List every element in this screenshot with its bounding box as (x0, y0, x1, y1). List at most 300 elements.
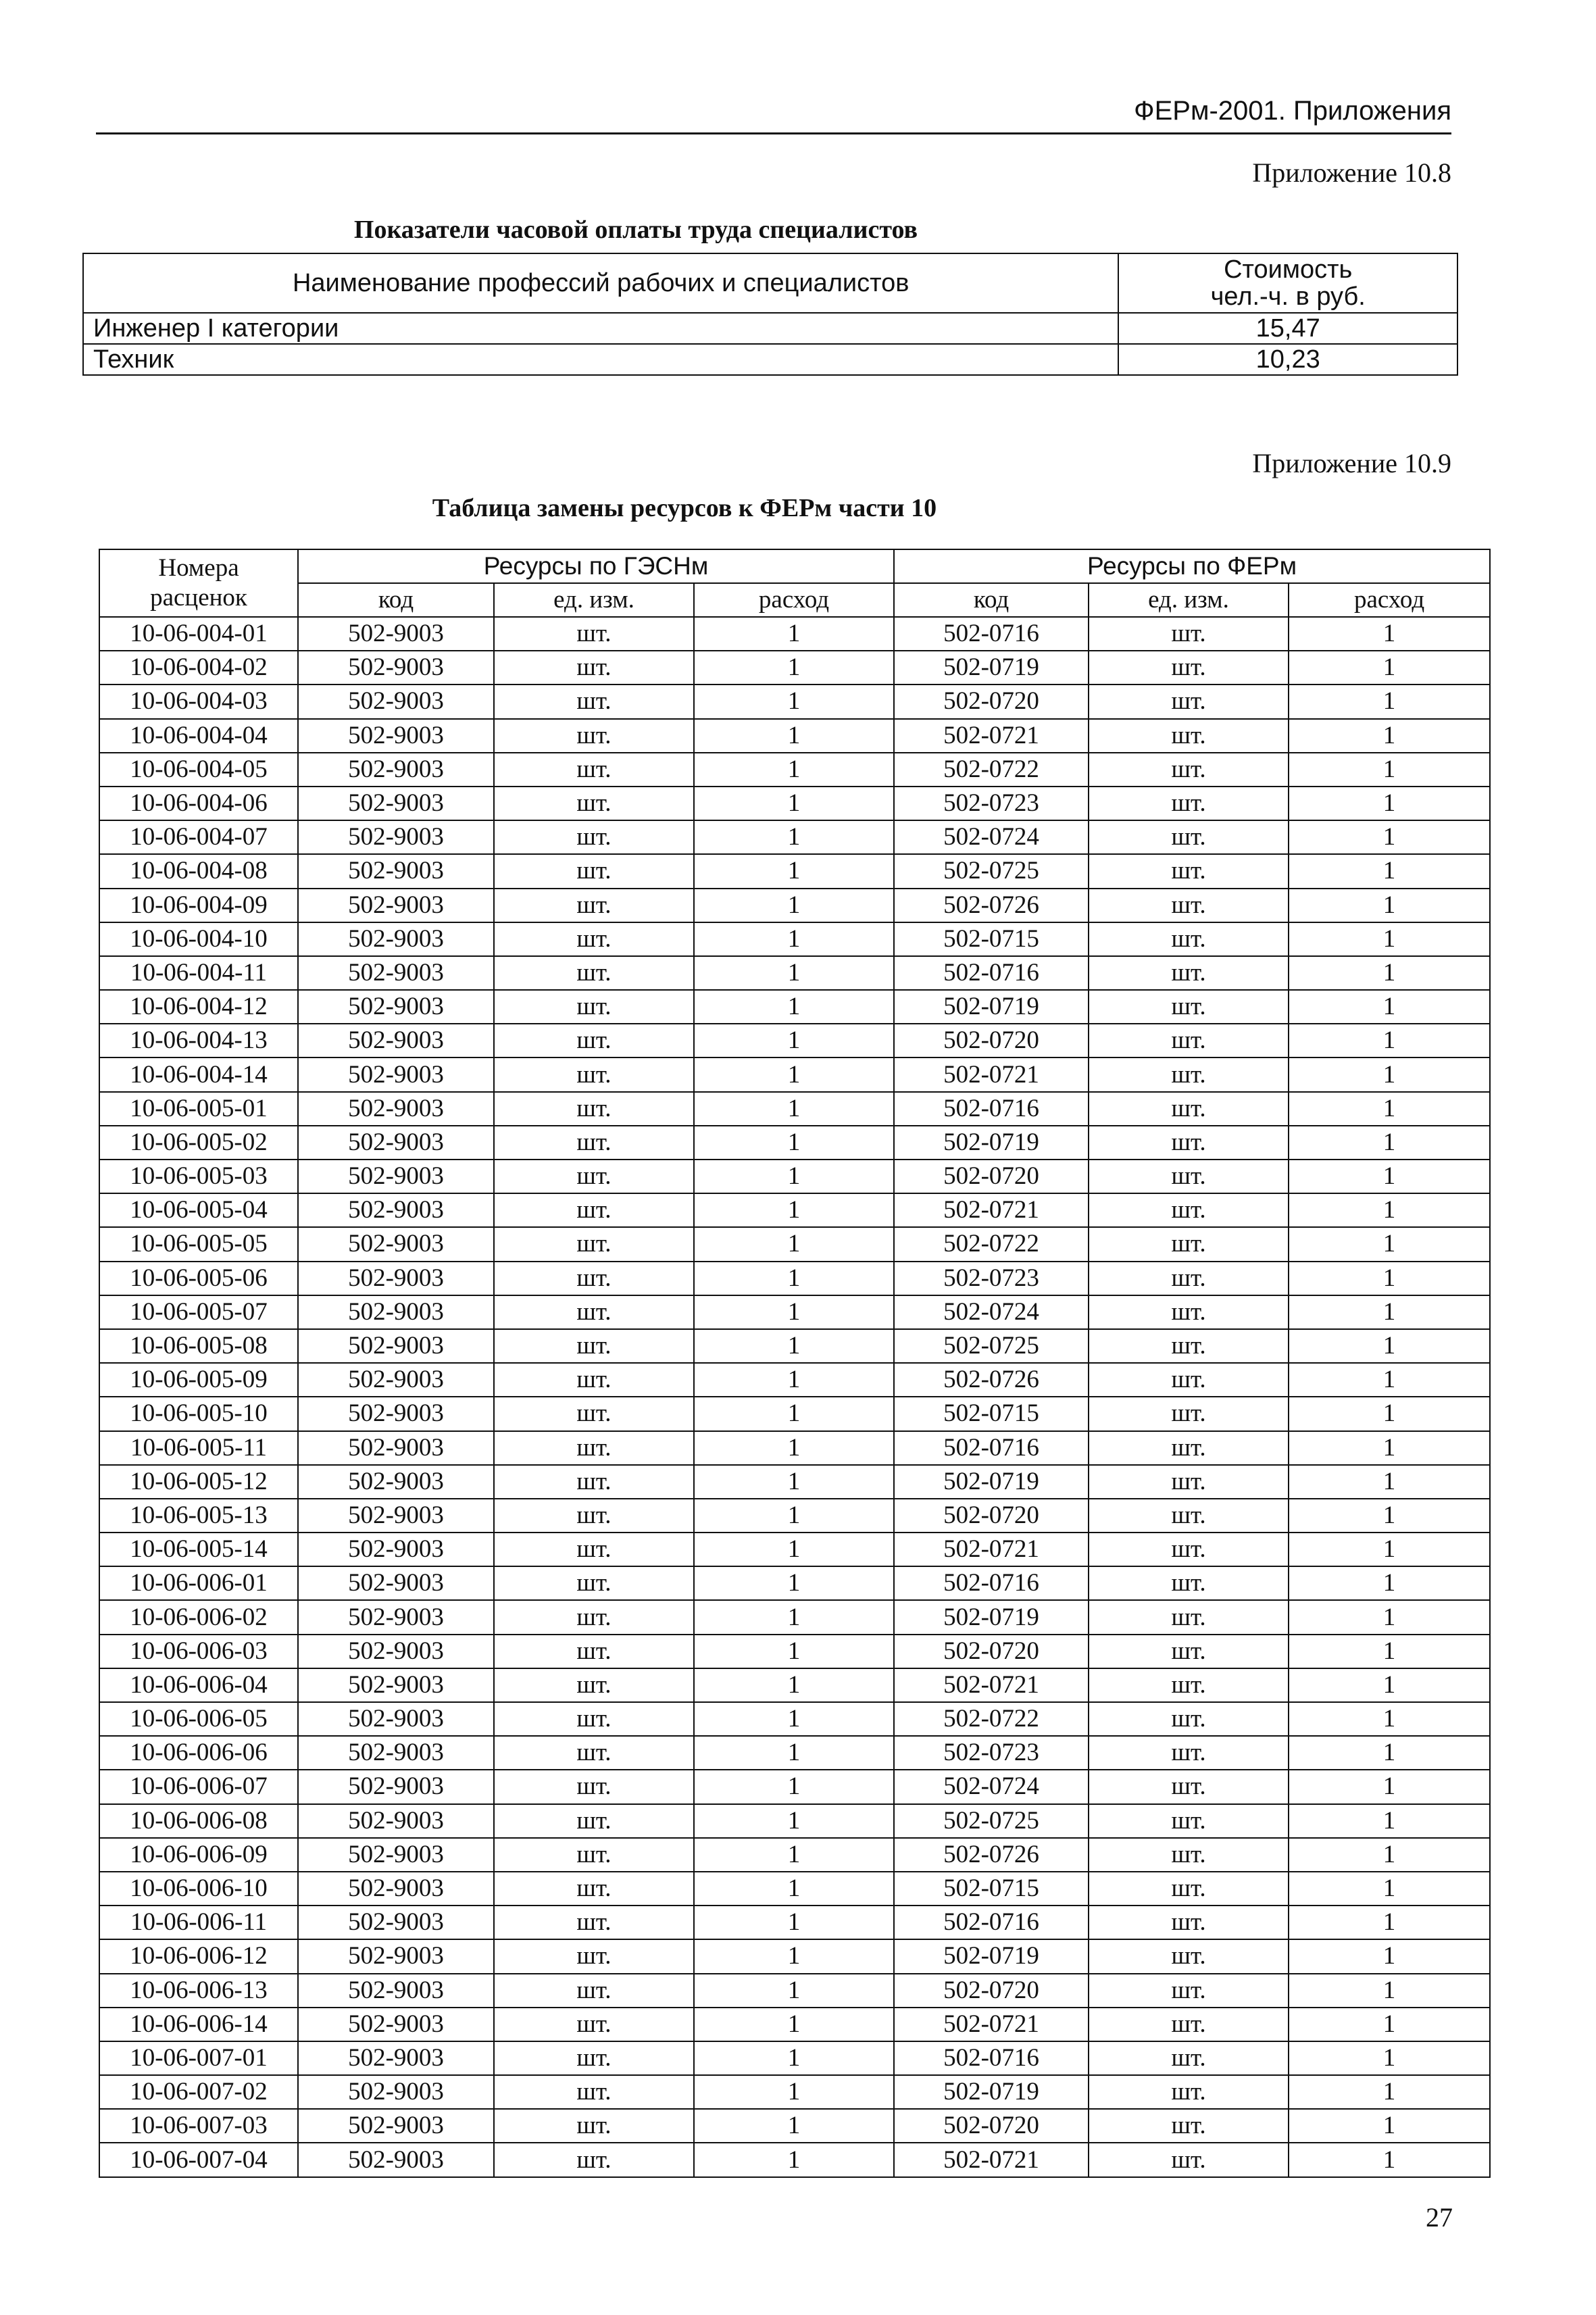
gesn-rate-cell: 1 (694, 1974, 894, 2008)
ferm-unit-cell: шт. (1089, 1600, 1289, 1634)
header-ferm-rate: расход (1289, 583, 1490, 617)
ferm-code-cell: 502-0724 (894, 1770, 1089, 1803)
gesn-code-cell: 502-9003 (298, 922, 494, 956)
rate-number-cell: 10-06-005-04 (99, 1193, 298, 1227)
gesn-unit-cell: шт. (494, 1363, 694, 1397)
ferm-unit-cell: шт. (1089, 1126, 1289, 1160)
ferm-code-cell: 502-0723 (894, 787, 1089, 820)
gesn-unit-cell: шт. (494, 2075, 694, 2109)
gesn-code-cell: 502-9003 (298, 889, 494, 922)
ferm-code-cell: 502-0722 (894, 1227, 1089, 1261)
ferm-unit-cell: шт. (1089, 2109, 1289, 2143)
table-row (99, 1600, 1490, 1634)
gesn-rate-cell: 1 (694, 1736, 894, 1770)
ferm-rate-cell: 1 (1289, 1193, 1490, 1227)
ferm-unit-cell: шт. (1089, 990, 1289, 1024)
ferm-unit-cell: шт. (1089, 1736, 1289, 1770)
table-row (99, 820, 1490, 854)
gesn-unit-cell: шт. (494, 1126, 694, 1160)
appendix-label-10-9: Приложение 10.9 (1252, 448, 1451, 478)
gesn-unit-cell: шт. (494, 1024, 694, 1057)
ferm-rate-cell: 1 (1289, 1838, 1490, 1872)
gesn-code-cell: 502-9003 (298, 719, 494, 753)
rate-number-cell: 10-06-004-01 (99, 617, 298, 651)
gesn-code-cell: 502-9003 (298, 1566, 494, 1600)
gesn-unit-cell: шт. (494, 787, 694, 820)
table-row (99, 1770, 1490, 1803)
ferm-rate-cell: 1 (1289, 1668, 1490, 1702)
gesn-code-cell: 502-9003 (298, 2143, 494, 2176)
page-number: 27 (1426, 2202, 1453, 2233)
table-row (99, 2143, 1490, 2176)
gesn-code-cell: 502-9003 (298, 1770, 494, 1803)
gesn-unit-cell: шт. (494, 1872, 694, 1906)
gesn-code-cell: 502-9003 (298, 1939, 494, 1973)
gesn-unit-cell: шт. (494, 2041, 694, 2075)
rate-number-cell: 10-06-004-13 (99, 1024, 298, 1057)
ferm-code-cell: 502-0726 (894, 1363, 1089, 1397)
ferm-unit-cell: шт. (1089, 651, 1289, 684)
ferm-unit-cell: шт. (1089, 956, 1289, 990)
gesn-unit-cell: шт. (494, 1838, 694, 1872)
ferm-unit-cell: шт. (1089, 1024, 1289, 1057)
gesn-code-cell: 502-9003 (298, 820, 494, 854)
rate-number-cell: 10-06-004-11 (99, 956, 298, 990)
wage-rates-header-row (83, 253, 1457, 313)
gesn-unit-cell: шт. (494, 922, 694, 956)
ferm-code-cell: 502-0715 (894, 1397, 1089, 1430)
gesn-rate-cell: 1 (694, 719, 894, 753)
gesn-code-cell: 502-9003 (298, 1092, 494, 1126)
table-row (99, 1092, 1490, 1126)
gesn-unit-cell: шт. (494, 854, 694, 888)
ferm-code-cell: 502-0716 (894, 617, 1089, 651)
gesn-unit-cell: шт. (494, 1295, 694, 1329)
ferm-code-cell: 502-0721 (894, 719, 1089, 753)
ferm-rate-cell: 1 (1289, 1092, 1490, 1126)
ferm-code-cell: 502-0716 (894, 1566, 1089, 1600)
ferm-code-cell: 502-0720 (894, 1160, 1089, 1193)
gesn-code-cell: 502-9003 (298, 1262, 494, 1295)
table-row (99, 2041, 1490, 2075)
ferm-unit-cell: шт. (1089, 1160, 1289, 1193)
rate-number-cell: 10-06-007-02 (99, 2075, 298, 2109)
ferm-code-cell: 502-0721 (894, 2008, 1089, 2041)
ferm-code-cell: 502-0719 (894, 1465, 1089, 1499)
ferm-rate-cell: 1 (1289, 820, 1490, 854)
ferm-unit-cell: шт. (1089, 2075, 1289, 2109)
ferm-code-cell: 502-0719 (894, 2075, 1089, 2109)
gesn-rate-cell: 1 (694, 1906, 894, 1939)
rate-number-cell: 10-06-005-03 (99, 1160, 298, 1193)
rate-number-cell: 10-06-006-01 (99, 1566, 298, 1600)
gesn-code-cell: 502-9003 (298, 617, 494, 651)
header-gesn-code: код (298, 583, 494, 617)
ferm-code-cell: 502-0726 (894, 889, 1089, 922)
table-row (99, 1872, 1490, 1906)
header-cost-line1: Стоимость (1224, 255, 1353, 284)
table-row (99, 684, 1490, 718)
gesn-unit-cell: шт. (494, 1974, 694, 2008)
gesn-unit-cell: шт. (494, 1227, 694, 1261)
table-row (99, 787, 1490, 820)
rate-number-cell: 10-06-007-01 (99, 2041, 298, 2075)
gesn-rate-cell: 1 (694, 1635, 894, 1668)
table-title-wage-rates: Показатели часовой оплаты труда специалистов (353, 216, 918, 244)
gesn-unit-cell: шт. (494, 1736, 694, 1770)
ferm-code-cell: 502-0720 (894, 1635, 1089, 1668)
gesn-unit-cell: шт. (494, 956, 694, 990)
ferm-rate-cell: 1 (1289, 2075, 1490, 2109)
table-row (99, 1668, 1490, 1702)
rate-number-cell: 10-06-004-02 (99, 651, 298, 684)
ferm-rate-cell: 1 (1289, 1872, 1490, 1906)
ferm-unit-cell: шт. (1089, 1329, 1289, 1363)
table-row (99, 719, 1490, 753)
gesn-rate-cell: 1 (694, 1126, 894, 1160)
ferm-unit-cell: шт. (1089, 922, 1289, 956)
ferm-code-cell: 502-0716 (894, 956, 1089, 990)
rate-number-cell: 10-06-006-03 (99, 1635, 298, 1668)
ferm-rate-cell: 1 (1289, 1635, 1490, 1668)
rate-number-cell: 10-06-004-03 (99, 684, 298, 718)
gesn-rate-cell: 1 (694, 1668, 894, 1702)
ferm-code-cell: 502-0719 (894, 1126, 1089, 1160)
ferm-code-cell: 502-0723 (894, 1736, 1089, 1770)
ferm-rate-cell: 1 (1289, 2143, 1490, 2176)
gesn-rate-cell: 1 (694, 820, 894, 854)
gesn-unit-cell: шт. (494, 719, 694, 753)
gesn-unit-cell: шт. (494, 1668, 694, 1702)
ferm-unit-cell: шт. (1089, 1262, 1289, 1295)
gesn-code-cell: 502-9003 (298, 1295, 494, 1329)
gesn-unit-cell: шт. (494, 1566, 694, 1600)
gesn-rate-cell: 1 (694, 1600, 894, 1634)
gesn-rate-cell: 1 (694, 1057, 894, 1091)
gesn-rate-cell: 1 (694, 1872, 894, 1906)
gesn-code-cell: 502-9003 (298, 1465, 494, 1499)
gesn-code-cell: 502-9003 (298, 1329, 494, 1363)
gesn-code-cell: 502-9003 (298, 2075, 494, 2109)
ferm-unit-cell: шт. (1089, 1295, 1289, 1329)
gesn-rate-cell: 1 (694, 2008, 894, 2041)
ferm-code-cell: 502-0721 (894, 1668, 1089, 1702)
gesn-rate-cell: 1 (694, 1363, 894, 1397)
gesn-unit-cell: шт. (494, 1057, 694, 1091)
header-profession: Наименование профессий рабочих и специалистов (83, 253, 1118, 313)
profession-name: Инженер I категории (83, 313, 1118, 344)
rate-number-cell: 10-06-006-07 (99, 1770, 298, 1803)
table-row (99, 1126, 1490, 1160)
gesn-code-cell: 502-9003 (298, 854, 494, 888)
header-rate-numbers-line1: Номера (158, 554, 239, 582)
table-row (99, 1533, 1490, 1566)
ferm-rate-cell: 1 (1289, 651, 1490, 684)
gesn-rate-cell: 1 (694, 1566, 894, 1600)
ferm-unit-cell: шт. (1089, 820, 1289, 854)
gesn-unit-cell: шт. (494, 1939, 694, 1973)
ferm-rate-cell: 1 (1289, 2041, 1490, 2075)
ferm-code-cell: 502-0719 (894, 990, 1089, 1024)
resource-replacement-table (99, 549, 1491, 2178)
ferm-code-cell: 502-0721 (894, 1057, 1089, 1091)
rate-number-cell: 10-06-004-10 (99, 922, 298, 956)
gesn-rate-cell: 1 (694, 787, 894, 820)
gesn-code-cell: 502-9003 (298, 1126, 494, 1160)
gesn-rate-cell: 1 (694, 1024, 894, 1057)
ferm-unit-cell: шт. (1089, 719, 1289, 753)
ferm-rate-cell: 1 (1289, 1566, 1490, 1600)
ferm-rate-cell: 1 (1289, 1431, 1490, 1465)
ferm-unit-cell: шт. (1089, 2008, 1289, 2041)
gesn-code-cell: 502-9003 (298, 1193, 494, 1227)
gesn-rate-cell: 1 (694, 990, 894, 1024)
ferm-unit-cell: шт. (1089, 1668, 1289, 1702)
header-rule (96, 132, 1451, 134)
header-rate-numbers (99, 549, 298, 617)
gesn-code-cell: 502-9003 (298, 1227, 494, 1261)
gesn-code-cell: 502-9003 (298, 787, 494, 820)
gesn-unit-cell: шт. (494, 1092, 694, 1126)
gesn-unit-cell: шт. (494, 820, 694, 854)
gesn-unit-cell: шт. (494, 1702, 694, 1736)
header-group-gesn: Ресурсы по ГЭСНм (298, 549, 894, 583)
gesn-rate-cell: 1 (694, 2143, 894, 2176)
gesn-unit-cell: шт. (494, 1804, 694, 1838)
ferm-unit-cell: шт. (1089, 1804, 1289, 1838)
ferm-rate-cell: 1 (1289, 2008, 1490, 2041)
gesn-code-cell: 502-9003 (298, 990, 494, 1024)
gesn-code-cell: 502-9003 (298, 1974, 494, 2008)
ferm-rate-cell: 1 (1289, 617, 1490, 651)
gesn-code-cell: 502-9003 (298, 1872, 494, 1906)
rate-number-cell: 10-06-005-09 (99, 1363, 298, 1397)
rate-number-cell: 10-06-006-04 (99, 1668, 298, 1702)
rate-number-cell: 10-06-006-12 (99, 1939, 298, 1973)
header-gesn-rate: расход (694, 583, 894, 617)
gesn-unit-cell: шт. (494, 651, 694, 684)
ferm-code-cell: 502-0719 (894, 651, 1089, 684)
ferm-code-cell: 502-0719 (894, 1600, 1089, 1634)
ferm-code-cell: 502-0721 (894, 2143, 1089, 2176)
table-title-resource-replacement: Таблица замены ресурсов к ФЕРм части 10 (432, 494, 937, 522)
ferm-code-cell: 502-0720 (894, 1499, 1089, 1533)
rate-number-cell: 10-06-004-12 (99, 990, 298, 1024)
header-ferm-unit: ед. изм. (1089, 583, 1289, 617)
table-row (99, 1227, 1490, 1261)
ferm-unit-cell: шт. (1089, 684, 1289, 718)
ferm-unit-cell: шт. (1089, 1499, 1289, 1533)
ferm-unit-cell: шт. (1089, 1057, 1289, 1091)
table-row (99, 1499, 1490, 1533)
rate-number-cell: 10-06-004-04 (99, 719, 298, 753)
table-row (99, 1024, 1490, 1057)
header-gesn-unit: ед. изм. (494, 583, 694, 617)
table-row (99, 1431, 1490, 1465)
table-row (99, 2109, 1490, 2143)
gesn-code-cell: 502-9003 (298, 1635, 494, 1668)
gesn-code-cell: 502-9003 (298, 1397, 494, 1430)
gesn-unit-cell: шт. (494, 1465, 694, 1499)
rate-number-cell: 10-06-004-14 (99, 1057, 298, 1091)
gesn-code-cell: 502-9003 (298, 1668, 494, 1702)
rate-number-cell: 10-06-005-11 (99, 1431, 298, 1465)
gesn-rate-cell: 1 (694, 854, 894, 888)
rate-number-cell: 10-06-004-05 (99, 753, 298, 787)
ferm-code-cell: 502-0720 (894, 1974, 1089, 2008)
ferm-rate-cell: 1 (1289, 1804, 1490, 1838)
ferm-unit-cell: шт. (1089, 1533, 1289, 1566)
gesn-unit-cell: шт. (494, 1262, 694, 1295)
ferm-unit-cell: шт. (1089, 1770, 1289, 1803)
gesn-unit-cell: шт. (494, 1635, 694, 1668)
rate-number-cell: 10-06-006-10 (99, 1872, 298, 1906)
gesn-rate-cell: 1 (694, 2041, 894, 2075)
ferm-unit-cell: шт. (1089, 1363, 1289, 1397)
rate-number-cell: 10-06-005-14 (99, 1533, 298, 1566)
gesn-rate-cell: 1 (694, 684, 894, 718)
table-row (99, 2075, 1490, 2109)
table-row (99, 1906, 1490, 1939)
ferm-unit-cell: шт. (1089, 1227, 1289, 1261)
table-row (99, 1295, 1490, 1329)
rate-number-cell: 10-06-006-02 (99, 1600, 298, 1634)
rate-number-cell: 10-06-004-09 (99, 889, 298, 922)
ferm-unit-cell: шт. (1089, 1465, 1289, 1499)
ferm-rate-cell: 1 (1289, 1600, 1490, 1634)
gesn-unit-cell: шт. (494, 753, 694, 787)
ferm-rate-cell: 1 (1289, 1974, 1490, 2008)
gesn-code-cell: 502-9003 (298, 1499, 494, 1533)
ferm-rate-cell: 1 (1289, 1227, 1490, 1261)
rate-number-cell: 10-06-005-13 (99, 1499, 298, 1533)
gesn-rate-cell: 1 (694, 1092, 894, 1126)
ferm-unit-cell: шт. (1089, 889, 1289, 922)
ferm-rate-cell: 1 (1289, 1906, 1490, 1939)
rate-number-cell: 10-06-006-08 (99, 1804, 298, 1838)
table-row (99, 1974, 1490, 2008)
gesn-code-cell: 502-9003 (298, 2109, 494, 2143)
gesn-code-cell: 502-9003 (298, 1906, 494, 1939)
gesn-rate-cell: 1 (694, 2109, 894, 2143)
profession-name: Техник (83, 344, 1118, 375)
rate-number-cell: 10-06-005-01 (99, 1092, 298, 1126)
ferm-rate-cell: 1 (1289, 854, 1490, 888)
running-header: ФЕРм-2001. Приложения (1134, 96, 1451, 126)
ferm-rate-cell: 1 (1289, 956, 1490, 990)
gesn-rate-cell: 1 (694, 1499, 894, 1533)
gesn-unit-cell: шт. (494, 1600, 694, 1634)
header-group-ferm: Ресурсы по ФЕРм (894, 549, 1490, 583)
ferm-unit-cell: шт. (1089, 1974, 1289, 2008)
ferm-code-cell: 502-0715 (894, 922, 1089, 956)
gesn-unit-cell: шт. (494, 1193, 694, 1227)
ferm-code-cell: 502-0715 (894, 1872, 1089, 1906)
gesn-unit-cell: шт. (494, 990, 694, 1024)
table-row (99, 1465, 1490, 1499)
ferm-rate-cell: 1 (1289, 1465, 1490, 1499)
rate-number-cell: 10-06-005-06 (99, 1262, 298, 1295)
gesn-unit-cell: шт. (494, 1770, 694, 1803)
gesn-rate-cell: 1 (694, 1770, 894, 1803)
rate-number-cell: 10-06-006-09 (99, 1838, 298, 1872)
ferm-rate-cell: 1 (1289, 1329, 1490, 1363)
rate-number-cell: 10-06-006-11 (99, 1906, 298, 1939)
gesn-unit-cell: шт. (494, 1329, 694, 1363)
table-row (99, 1160, 1490, 1193)
table-row (99, 1057, 1490, 1091)
ferm-code-cell: 502-0723 (894, 1262, 1089, 1295)
ferm-rate-cell: 1 (1289, 1295, 1490, 1329)
ferm-unit-cell: шт. (1089, 1431, 1289, 1465)
ferm-unit-cell: шт. (1089, 2041, 1289, 2075)
table-row (99, 854, 1490, 888)
gesn-rate-cell: 1 (694, 1329, 894, 1363)
ferm-code-cell: 502-0725 (894, 1329, 1089, 1363)
gesn-rate-cell: 1 (694, 1533, 894, 1566)
ferm-rate-cell: 1 (1289, 1770, 1490, 1803)
ferm-rate-cell: 1 (1289, 889, 1490, 922)
rate-number-cell: 10-06-005-10 (99, 1397, 298, 1430)
ferm-code-cell: 502-0720 (894, 684, 1089, 718)
ferm-rate-cell: 1 (1289, 1262, 1490, 1295)
ferm-unit-cell: шт. (1089, 1702, 1289, 1736)
table-row (99, 922, 1490, 956)
table-row (99, 1397, 1490, 1430)
ferm-rate-cell: 1 (1289, 1363, 1490, 1397)
ferm-rate-cell: 1 (1289, 684, 1490, 718)
gesn-code-cell: 502-9003 (298, 2041, 494, 2075)
gesn-code-cell: 502-9003 (298, 1838, 494, 1872)
ferm-rate-cell: 1 (1289, 1397, 1490, 1430)
ferm-unit-cell: шт. (1089, 1193, 1289, 1227)
ferm-unit-cell: шт. (1089, 2143, 1289, 2176)
ferm-code-cell: 502-0720 (894, 2109, 1089, 2143)
gesn-code-cell: 502-9003 (298, 1804, 494, 1838)
gesn-unit-cell: шт. (494, 2008, 694, 2041)
ferm-unit-cell: шт. (1089, 854, 1289, 888)
header-row-groups (99, 549, 1490, 583)
ferm-rate-cell: 1 (1289, 787, 1490, 820)
ferm-code-cell: 502-0724 (894, 820, 1089, 854)
table-row (99, 1566, 1490, 1600)
rate-number-cell: 10-06-005-08 (99, 1329, 298, 1363)
gesn-rate-cell: 1 (694, 956, 894, 990)
replacement-table-body (99, 617, 1490, 2177)
rate-number-cell: 10-06-006-13 (99, 1974, 298, 2008)
rate-number-cell: 10-06-006-06 (99, 1736, 298, 1770)
rate-number-cell: 10-06-005-07 (99, 1295, 298, 1329)
ferm-rate-cell: 1 (1289, 2109, 1490, 2143)
table-row (99, 1804, 1490, 1838)
ferm-rate-cell: 1 (1289, 753, 1490, 787)
ferm-code-cell: 502-0725 (894, 854, 1089, 888)
gesn-rate-cell: 1 (694, 1227, 894, 1261)
header-cost-line2: чел.-ч. в руб. (1210, 282, 1366, 311)
table-row (99, 2008, 1490, 2041)
gesn-rate-cell: 1 (694, 2075, 894, 2109)
gesn-rate-cell: 1 (694, 753, 894, 787)
header-row-subcolumns (99, 583, 1490, 617)
ferm-rate-cell: 1 (1289, 1939, 1490, 1973)
gesn-code-cell: 502-9003 (298, 1702, 494, 1736)
header-cost (1118, 253, 1457, 313)
gesn-unit-cell: шт. (494, 2109, 694, 2143)
ferm-rate-cell: 1 (1289, 1499, 1490, 1533)
ferm-code-cell: 502-0720 (894, 1024, 1089, 1057)
rate-number-cell: 10-06-004-07 (99, 820, 298, 854)
gesn-code-cell: 502-9003 (298, 753, 494, 787)
